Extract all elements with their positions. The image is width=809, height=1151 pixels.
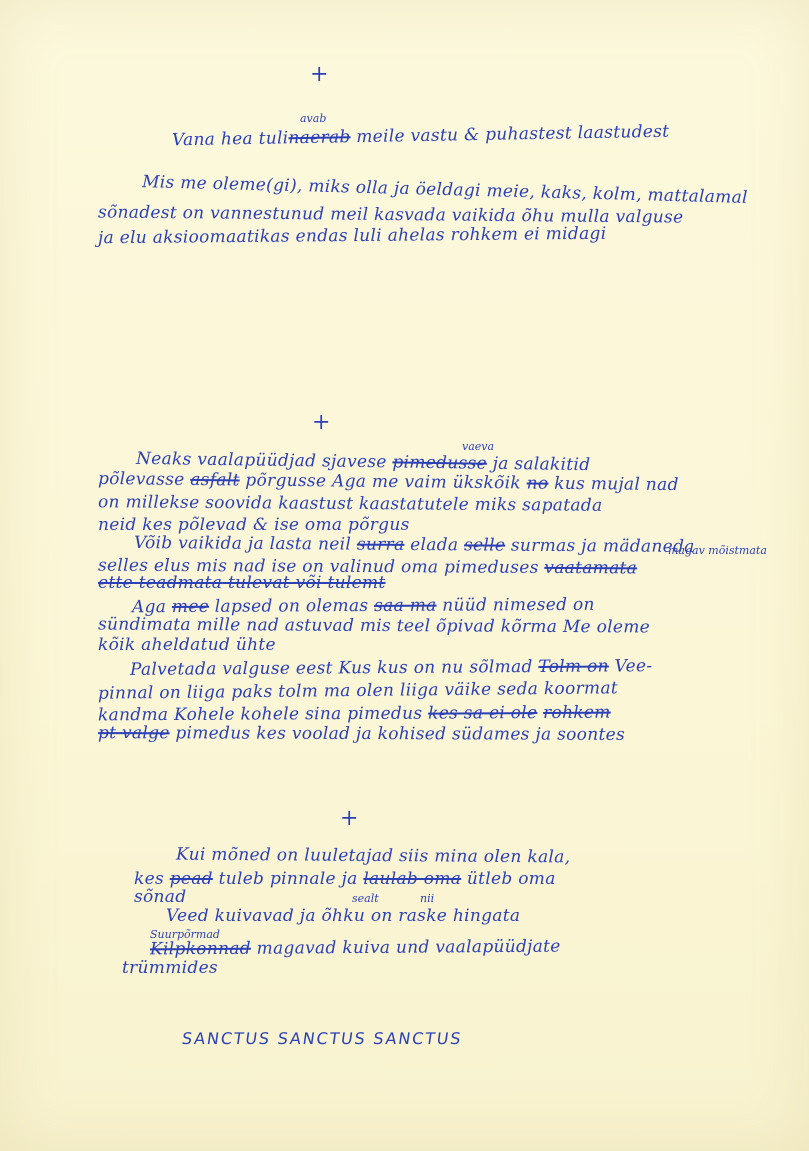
text-line: on millekse soovida kaastust kaastatutele miks sapatada — [97, 492, 603, 516]
text-line — [97, 468, 679, 496]
struck-word: Kilpkonnad — [149, 938, 251, 960]
text-line — [97, 702, 611, 726]
struck-word: pimedusse — [392, 452, 488, 474]
struck-word: Tolm on — [538, 656, 609, 677]
struck-word: laulab oma — [363, 869, 462, 889]
text-line — [134, 871, 556, 888]
struck-word: asfalt — [190, 469, 240, 491]
line-text: elada — [404, 534, 465, 556]
struck-word: naerab — [288, 127, 351, 149]
line-text: Aga — [131, 597, 172, 618]
text-line: pinnal on liiga paks tolm ma olen liiga väike seda koormat — [97, 678, 619, 704]
struck-word: saa ma — [374, 595, 437, 616]
text-line — [98, 575, 386, 592]
text-line — [130, 658, 652, 679]
insert-note: vaeva — [462, 440, 495, 453]
text-line — [131, 594, 595, 618]
section-mark: + — [310, 62, 329, 87]
insert-note: Suurpõrmad — [150, 928, 220, 941]
text-line: sõnad — [134, 887, 187, 907]
line-text: põrgusse Aga me vaim ükskõik — [239, 470, 527, 494]
struck-word: no — [526, 473, 549, 494]
text-line — [98, 725, 625, 744]
text-line: sõnadest on vannestunud meil kasvada vaikida õhu mulla valguse — [97, 202, 684, 228]
insert-note: avab — [300, 112, 327, 125]
line-text: põlevasse — [97, 468, 191, 490]
line-text: ütleb oma — [461, 869, 556, 889]
line-text: nüüd nimesed on — [436, 594, 595, 616]
text-line: trümmides — [122, 958, 218, 978]
insert-note: sealt — [352, 892, 379, 905]
struck-word: surra — [356, 534, 405, 555]
line-text: kandma Kohele kohele sina pimedus — [97, 703, 429, 726]
line-text: magavad kuiva und vaalapüüdjate — [250, 936, 561, 959]
struck-word: rohkem — [543, 702, 611, 724]
text-line: ja elu aksioomaatikas endas luli ahelas rohkem ei midagi — [97, 223, 607, 249]
line-text: selles elus mis nad ise on valinud oma pimeduses — [97, 555, 545, 578]
section-mark: + — [312, 410, 331, 435]
struck-word: kes sa ei ole — [428, 703, 538, 724]
text-line: Kui mõned on luuletajad siis mina olen kala, — [175, 844, 571, 868]
line-text: lapsed on olemas — [209, 595, 375, 617]
text-line — [134, 535, 695, 556]
line-text: kus mujal nad — [548, 473, 679, 496]
line-text: surmas ja mädaneda — [505, 535, 695, 557]
insert-note: nii — [420, 892, 435, 905]
text-line: neid kes põlevad & ise oma põrgus — [98, 515, 410, 535]
line-text: Vee- — [608, 656, 653, 677]
struck-word: ette teadmata — [98, 573, 223, 593]
line-text: Palvetada valguse eest Kus kus on nu sõlmad — [129, 656, 539, 680]
text-line: sündimata mille nad astuvad mis teel õpivad kõrma Me oleme — [97, 614, 651, 638]
text-line: Veed kuivavad ja õhku on raske hingata — [166, 906, 521, 926]
struck-word: pt valge — [97, 723, 170, 744]
struck-word: pead — [169, 869, 213, 889]
struck-word: tulevat või tulemt — [222, 573, 386, 593]
section-mark: + — [340, 806, 359, 831]
title-text: Vana hea tuli — [171, 128, 289, 151]
struck-word: selle — [463, 535, 506, 556]
struck-word: mee — [171, 596, 210, 618]
poem-title-line — [171, 121, 670, 151]
line-text: kes — [134, 869, 170, 889]
text-line: kõik aheldatud ühte — [98, 635, 276, 655]
title-text: meile vastu & puhastest laastudest — [350, 121, 670, 148]
line-text: Neaks vaalapüüdjad sjavese — [135, 448, 387, 473]
line-text: pimedus kes voolad ja kohised südames ja soontes — [169, 723, 626, 745]
text-line: Mis me oleme(gi), miks olla ja öeldagi meie, kaks, kolm, mattalamal — [141, 172, 749, 208]
struck-word: vaatamata — [544, 557, 638, 579]
line-text: tuleb pinnale ja — [212, 869, 364, 889]
closing-line: SANCTUS SANCTUS SANCTUS — [180, 1029, 464, 1048]
line-text: Võib vaikida ja lasta neil — [133, 533, 357, 555]
text-line — [149, 936, 561, 960]
line-text: ja salakitid — [486, 453, 591, 476]
insert-note: magav mõistmata — [668, 544, 767, 557]
